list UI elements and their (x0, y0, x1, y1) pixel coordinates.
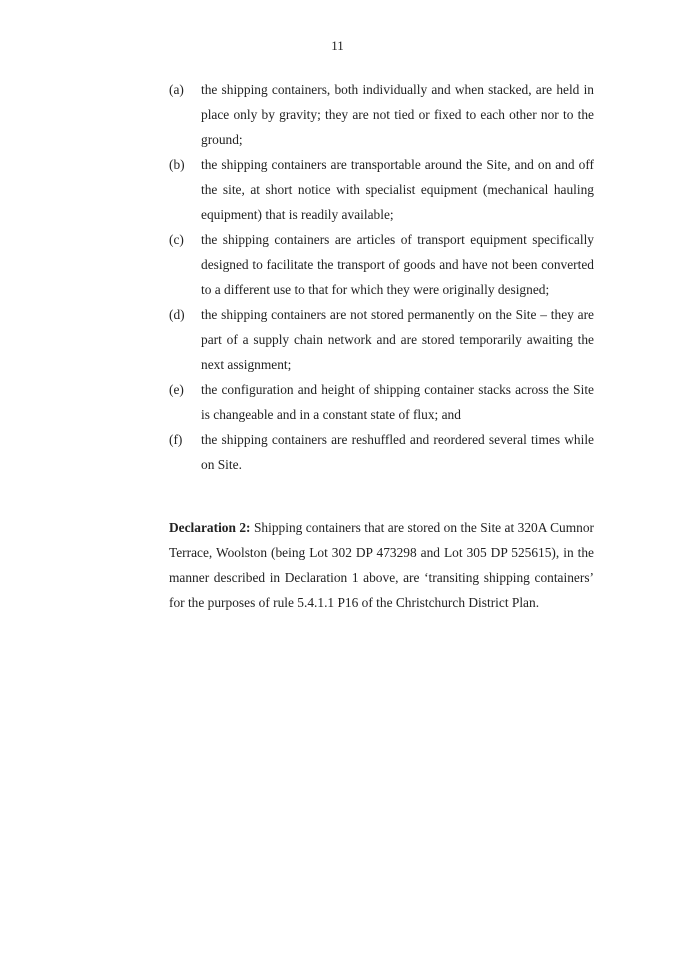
clause-item (169, 77, 594, 152)
clause-text: the shipping containers are articles of transport equipment specifically designed to facilitate the transport of goods and have not been converted to a different use to that for which they were originally designed; (201, 232, 594, 297)
clause-text: the shipping containers are transportable around the Site, and on and off the site, at short notice with specialist equipment (mechanical hauling equipment) that is readily available; (201, 157, 594, 222)
clause-item (169, 152, 594, 227)
page-number: 11 (331, 38, 344, 53)
clause-label: (d) (169, 307, 185, 322)
clause-label: (f) (169, 432, 183, 447)
clause-text: the shipping containers are reshuffled and reordered several times while on Site. (201, 432, 594, 472)
declaration-heading: Declaration 2: (169, 520, 251, 535)
clause-text: the shipping containers, both individually and when stacked, are held in place only by gravity; they are not tied or fixed to each other nor to the ground; (201, 82, 594, 147)
clause-item (169, 302, 594, 377)
clause-item (169, 377, 594, 427)
clause-item (169, 427, 594, 477)
clause-text: the configuration and height of shipping container stacks across the Site is changeable and in a constant state of flux; and (201, 382, 594, 422)
clause-list (169, 77, 594, 477)
clause-label: (b) (169, 157, 185, 172)
clause-text: the shipping containers are not stored permanently on the Site – they are part of a supply chain network and are stored temporarily awaiting the next assignment; (201, 307, 594, 372)
clause-label: (a) (169, 82, 184, 97)
clause-label: (e) (169, 382, 184, 397)
clause-item (169, 227, 594, 302)
declaration-text: Shipping containers that are stored on the Site at 320A Cumnor Terrace, Woolston (being Lot 302 DP 473298 and Lot 305 DP 525615), in the manner described in Declaration 1 above, are ‘transiting shipping containers’ for the purposes of rule 5.4.1.1 P16 of the Christchurch District Plan. (169, 520, 594, 610)
declaration-paragraph (169, 515, 594, 615)
clause-label: (c) (169, 232, 184, 247)
